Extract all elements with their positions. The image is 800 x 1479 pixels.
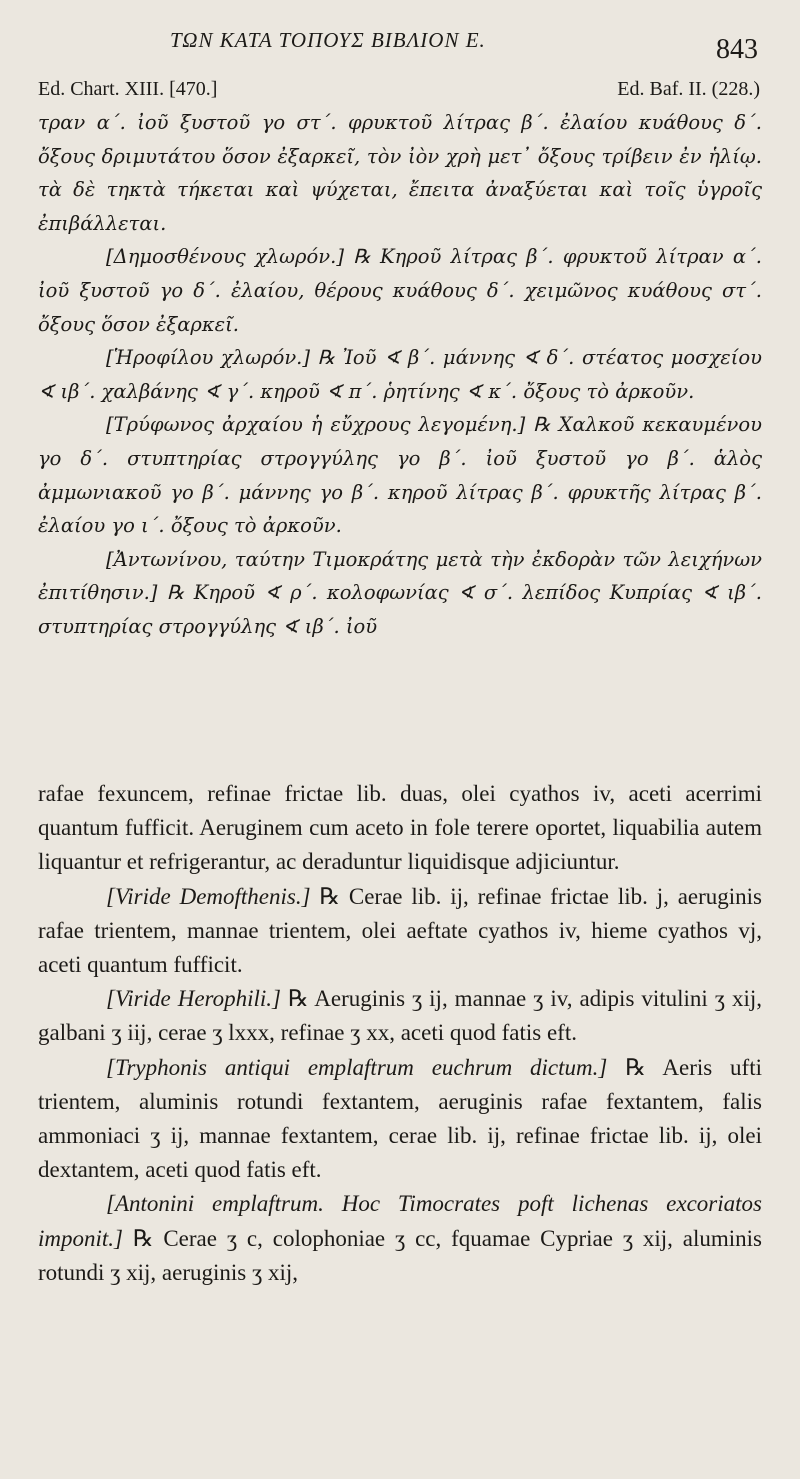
page-number: 843	[716, 34, 758, 65]
greek-paragraph	[38, 543, 762, 644]
greek-paragraph-text: τραν α΄. ἰοῦ ξυστοῦ γο στ΄. φρυκτοῦ λίτρας β΄. ἐλαίου κυάθους δ΄. ὄξους δριμυτάτου ὅσον ἐξαρκεῖ, τὸν ἰὸν χρὴ μετ᾽ ὄξους τρίβειν ἐν ἡλίῳ. τὰ δὲ τηκτὰ τήκεται καὶ ψύχεται, ἔπειτα ἀναξύεται καὶ τοῖς ὑγροῖς ἐπιβάλλεται.	[38, 111, 762, 235]
recipe-heading: [Τρύφωνος ἀρχαίου ἡ εὔχρους λεγομένη.]	[106, 413, 526, 437]
latin-paragraph-text: ℞ Aeruginis ʒ ij, mannae ʒ iv, adipis vitulini ʒ xij, galbani ʒ iij, cerae ʒ lxxx, refinae ʒ xx, aceti quod fatis eft.	[38, 986, 763, 1046]
latin-paragraph-text: ℞ Cerae ʒ c, colophoniae ʒ cc, fquamae Cypriae ʒ xij, aluminis rotundi ʒ xij, aeruginis ʒ xij,	[38, 1225, 763, 1285]
edition-references	[38, 78, 760, 104]
greek-paragraph	[38, 106, 762, 240]
greek-paragraph	[38, 408, 762, 542]
recipe-heading: [Viride Demofthenis.]	[106, 883, 311, 909]
recipe-heading: [Ἀντωνίνου, ταύτην Τιμοκράτης μετὰ τὴν ἐκδορὰν τῶν λειχήνων ἐπιτίθησιν.]	[38, 547, 762, 605]
recipe-heading: [Viride Herophili.]	[106, 986, 281, 1012]
latin-paragraph-text: ℞ Aeris ufti trientem, aluminis rotundi fextantem, aeruginis rafae fextantem, falis ammoniaci ʒ ij, mannae fextantem, cerae lib. ij, refinae frictae lib. ij, olei dextantem, aceti quod fatis eft.	[38, 1054, 762, 1183]
latin-paragraph	[38, 982, 762, 1050]
recipe-heading: [Antonini emplaftrum. Hoc Timocrates poft lichenas excoriatos imponit.]	[38, 1191, 762, 1251]
greek-paragraph-text: ℞ Ἰοῦ ∢ β΄. μάννης ∢ δ΄. στέατος μοσχείου ∢ ιβ΄. χαλβάνης ∢ γ΄. κηροῦ ∢ π΄. ῥητίνης ∢ κ΄. ὄξους τὸ ἀρκοῦν.	[38, 346, 762, 403]
greek-paragraph	[38, 341, 762, 408]
greek-paragraph-text: ℞ Χαλκοῦ κεκαυμένου γο δ΄. στυπτηρίας στρογγύλης γο β΄. ἰοῦ ξυστοῦ γο β΄. ἁλὸς ἀμμωνιακοῦ γο β΄. μάννης γο β΄. κηροῦ λίτρας β΄. φρυκτῆς λίτρας β΄. ἐλαίου γο ι΄. ὄξους τὸ ἀρκοῦν.	[38, 413, 762, 538]
recipe-heading: [Tryphonis antiqui emplaftrum euchrum dictum.]	[106, 1054, 608, 1080]
running-title: ΤΩΝ ΚΑΤΑ ΤΟΠΟΥΣ ΒΙΒΛΙΟΝ Ε.	[170, 28, 486, 52]
recipe-heading: [Ἡροφίλου χλωρόν.]	[106, 346, 310, 370]
greek-paragraph	[38, 240, 762, 341]
latin-paragraph	[38, 777, 762, 880]
latin-text	[38, 777, 762, 1290]
recipe-heading: [Δημοσθένους χλωρόν.]	[106, 245, 344, 269]
latin-paragraph	[38, 880, 762, 983]
greek-text	[38, 106, 762, 644]
latin-paragraph-text: rafae fexuncem, refinae frictae lib. duas, olei cyathos iv, aceti acerrimi quantum fufficit. Aeruginem cum aceto in fole terere oportet, liquabilia autem liquantur et refrigerantur, ac deraduntur liquidisque adjiciuntur.	[38, 781, 762, 875]
latin-paragraph	[38, 1187, 762, 1290]
edition-basel: Ed. Baf. II. (228.)	[617, 78, 760, 100]
running-head	[0, 28, 800, 65]
greek-paragraph-text: ℞ Κηροῦ ∢ ρ΄. κολοφωνίας ∢ σ΄. λεπίδος Κυπρίας ∢ ιβ΄. στυπτηρίας στρογγύλης ∢ ιβ΄. ἰοῦ	[38, 581, 762, 638]
latin-paragraph-text: ℞ Cerae lib. ij, refinae frictae lib. j, aeruginis rafae trientem, mannae trientem, olei aeftate cyathos iv, hieme cyathos vj, aceti quantum fufficit.	[38, 883, 763, 978]
latin-paragraph	[38, 1051, 762, 1188]
edition-chartier: Ed. Chart. XIII. [470.]	[38, 78, 218, 100]
greek-paragraph-text: ℞ Κηροῦ λίτρας β΄. φρυκτοῦ λίτραν α΄. ἰοῦ ξυστοῦ γο δ΄. ἐλαίου, θέρους κυάθους δ΄. χειμῶνος κυάθους στ΄. ὄξους ὅσον ἐξαρκεῖ.	[38, 245, 762, 336]
